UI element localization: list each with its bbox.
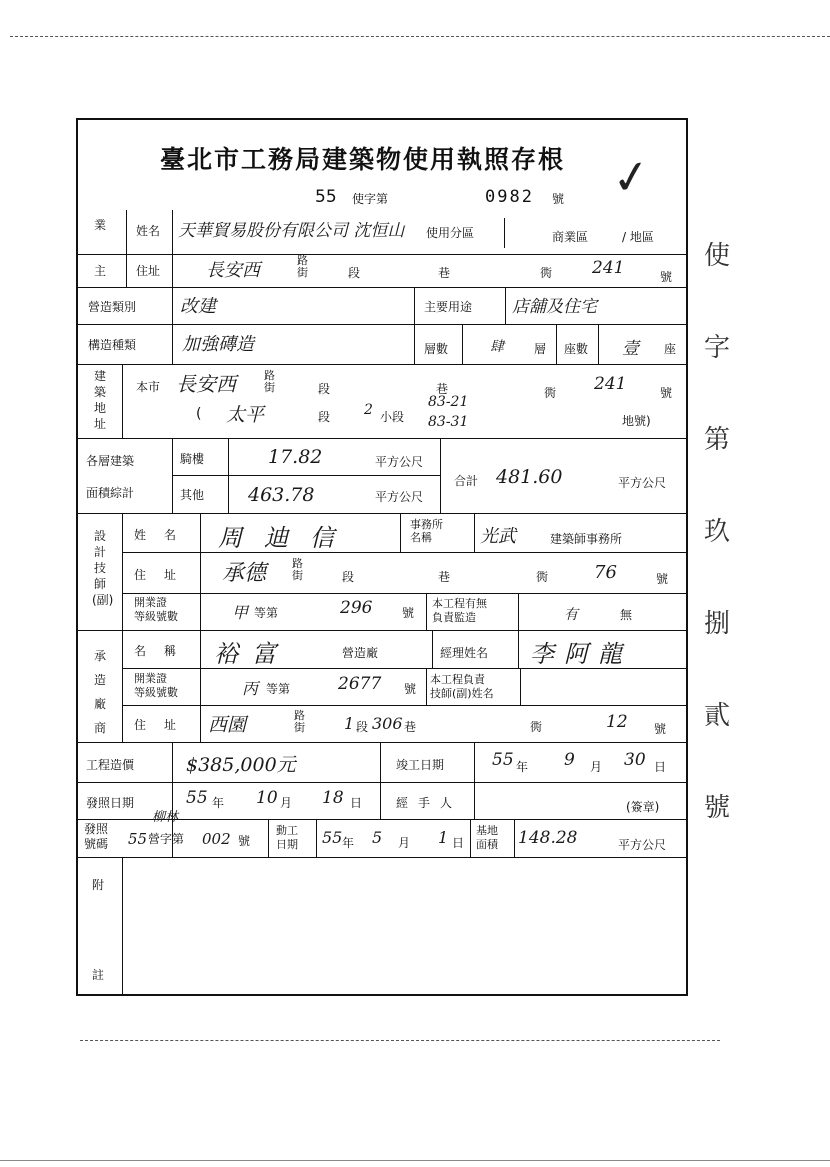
col-divider (505, 287, 506, 324)
page-bottom-line (0, 1160, 830, 1161)
col-divider (172, 287, 173, 364)
issue-year: 55 (186, 788, 208, 808)
issue-month-suffix: 月 (280, 796, 293, 810)
designer-license-grade: 甲 (232, 603, 249, 622)
engineer-label: 本工程負責 技師(副)姓名 (430, 673, 494, 700)
col-divider (122, 857, 123, 996)
remarks-label-1: 附 (92, 878, 105, 892)
building-road-label: 路 街 (264, 369, 275, 394)
col-divider (126, 210, 127, 287)
designer-license-number: 296 (340, 598, 373, 618)
blocks-value: 壹 (622, 339, 639, 359)
contractor-license-grade: 丙 (242, 679, 259, 698)
row-divider (122, 552, 688, 553)
building-alley-label: 衖 (544, 386, 557, 400)
contractor-address-street: 西園 (208, 714, 247, 736)
col-divider (518, 593, 519, 630)
owner-side-label-2: 主 (94, 264, 107, 278)
col-divider (122, 364, 123, 438)
issue-day: 18 (322, 788, 344, 808)
col-divider (474, 513, 475, 552)
designer-lane-label: 巷 (438, 570, 451, 584)
cost-value: $385,000元 (186, 754, 296, 776)
area-label-2: 面積綜計 (86, 486, 135, 500)
license-form (76, 118, 688, 996)
col-divider (520, 668, 521, 705)
col-divider (414, 324, 415, 364)
designer-address-number: 76 (594, 562, 617, 583)
complete-day: 30 (624, 750, 646, 770)
city-label: 本市 (136, 380, 161, 394)
contractor-alley-label: 衖 (530, 720, 543, 734)
other-unit: 平方公尺 (375, 490, 424, 504)
structure-label: 構造種類 (88, 338, 137, 352)
construction-type-value: 改建 (180, 296, 216, 317)
base-area-label: 基地 面積 (476, 824, 498, 851)
handler-label: 經手人 (396, 796, 463, 810)
margin-char: 貳 (704, 701, 731, 731)
owner-section-label: 段 (348, 266, 361, 280)
lot-label: 地號) (622, 414, 651, 428)
contractor-license-label: 開業證 等級號數 (134, 672, 178, 699)
col-divider (414, 287, 415, 324)
row-divider (76, 513, 688, 514)
floors-value: 肆 (490, 339, 504, 355)
row-divider (76, 742, 688, 743)
row-divider (122, 705, 688, 706)
designer-name-label: 姓名 (134, 528, 195, 542)
building-street: 長安西 (176, 372, 236, 396)
floors-label: 層數 (424, 342, 449, 356)
license-prefix: 使字第 (352, 192, 389, 206)
permit-year: 55 (128, 830, 148, 848)
row-divider (76, 782, 688, 783)
total-value: 481.60 (496, 466, 563, 488)
lot-1: 83-21 (428, 394, 469, 410)
col-divider (470, 819, 471, 857)
owner-road-label: 路 街 (297, 254, 308, 279)
contractor-name-value: 裕富 (214, 640, 290, 668)
structure-value: 加強磚造 (182, 334, 254, 355)
start-day-suffix: 日 (452, 836, 465, 850)
complete-month-suffix: 月 (590, 760, 603, 774)
complete-year: 55 (492, 750, 514, 770)
row-divider (76, 324, 688, 325)
supervise-suffix: 無 (620, 608, 633, 622)
margin-char: 第 (704, 425, 731, 455)
designer-side-label: 設計技師(副) (92, 529, 114, 607)
other-label: 其他 (180, 488, 205, 502)
col-divider (268, 819, 269, 857)
lot-2: 83-31 (428, 414, 469, 430)
top-scan-edge (10, 36, 830, 37)
col-divider (200, 513, 201, 742)
total-unit: 平方公尺 (618, 476, 667, 490)
contractor-license-mid: 等第 (266, 682, 291, 696)
cost-label: 工程造價 (86, 758, 135, 772)
col-divider (462, 324, 463, 364)
page-title: 臺北市工務局建築物使用執照存根 (160, 145, 566, 174)
margin-char: 號 (704, 793, 731, 823)
blocks-suffix: 座 (664, 342, 677, 356)
start-month-suffix: 月 (398, 836, 411, 850)
row-divider (76, 630, 688, 631)
designer-section-label: 段 (342, 570, 355, 584)
margin-char: 字 (704, 333, 731, 363)
issue-date-label: 發照日期 (86, 796, 135, 810)
remarks-label-2: 註 (92, 968, 105, 982)
margin-bleed-text (704, 210, 731, 854)
start-year: 55 (322, 828, 343, 847)
col-divider (432, 630, 433, 668)
contractor-name-label: 名稱 (134, 644, 195, 658)
zone-label: 使用分區 (426, 226, 475, 240)
blocks-label: 座數 (564, 342, 589, 356)
building-number: 241 (594, 374, 627, 394)
check-mark-icon: ✓ (608, 147, 655, 207)
subsection-value: 2 (364, 402, 373, 418)
issue-year-suffix: 年 (212, 796, 225, 810)
permit-prefix: 營字第 (148, 832, 185, 846)
permit-number: 002 (202, 830, 231, 848)
contractor-license-suffix: 號 (404, 682, 417, 696)
col-divider (518, 630, 519, 668)
col-divider (514, 819, 515, 857)
issue-day-suffix: 日 (350, 796, 363, 810)
contractor-address-number: 12 (606, 712, 628, 732)
row-divider (76, 857, 688, 858)
margin-char: 玖 (704, 517, 731, 547)
col-divider (426, 668, 427, 705)
manager-label: 經理姓名 (440, 646, 489, 660)
construction-type-label: 營造類別 (88, 300, 137, 314)
building-lane-label: 巷 (436, 382, 449, 396)
owner-address-number: 241 (592, 258, 625, 278)
col-divider (556, 324, 557, 364)
designer-license-mid: 等第 (254, 606, 279, 620)
area-label-1: 各層建築 (86, 454, 135, 468)
owner-side-label-1: 業 (94, 218, 107, 232)
arcade-value: 17.82 (268, 446, 323, 468)
permit-label: 發照號碼 (84, 822, 109, 851)
building-number-suffix: 號 (660, 386, 673, 400)
designer-address-number-suffix: 號 (656, 572, 669, 586)
contractor-address-section: 1 (344, 714, 355, 733)
license-number: 0982 (485, 187, 534, 207)
start-year-suffix: 年 (342, 836, 355, 850)
office-label: 事務所 名稱 (410, 518, 443, 544)
row-divider (76, 287, 688, 288)
contractor-address-label: 住址 (134, 718, 195, 732)
col-divider (122, 513, 123, 742)
designer-address-label: 住址 (134, 568, 195, 582)
start-day: 1 (438, 828, 449, 847)
supervise-label: 本工程有無 負責監造 (432, 597, 487, 624)
complete-month: 9 (564, 750, 575, 770)
base-area-value: 148.28 (518, 828, 578, 848)
complete-date-label: 竣工日期 (396, 758, 445, 772)
designer-license-suffix: 號 (402, 606, 415, 620)
contractor-address-number-suffix: 號 (654, 722, 667, 736)
floors-suffix: 層 (534, 342, 547, 356)
bottom-scan-edge (80, 1040, 720, 1041)
col-divider (172, 438, 173, 513)
license-year: 55 (315, 187, 337, 207)
col-divider (380, 742, 381, 819)
owner-address-number-suffix: 號 (660, 270, 673, 284)
col-divider (400, 513, 401, 552)
row-divider (122, 593, 688, 594)
col-divider (474, 742, 475, 819)
permit-suffix: 號 (238, 834, 251, 848)
sign-label: (簽章) (626, 800, 660, 814)
designer-address-street: 承德 (222, 561, 267, 586)
designer-road-label: 路 街 (292, 557, 303, 582)
district-section-label: 段 (318, 410, 331, 424)
other-value: 463.78 (248, 484, 315, 506)
start-month: 5 (372, 828, 383, 847)
contractor-side-label: 承造廠商 (93, 649, 106, 735)
manager-value: 李阿龍 (530, 640, 632, 668)
row-divider (76, 438, 688, 439)
zone-suffix: / 地區 (622, 230, 654, 244)
col-divider (426, 593, 427, 630)
col-divider (172, 210, 173, 287)
base-area-unit: 平方公尺 (618, 838, 667, 852)
owner-name-label: 姓名 (136, 224, 161, 238)
permit-note: 柳林 (152, 810, 179, 825)
row-divider (76, 254, 688, 255)
complete-year-suffix: 年 (516, 760, 529, 774)
contractor-lane-label: 巷 (404, 720, 417, 734)
col-divider (440, 438, 441, 513)
contractor-address-lane: 306 (372, 714, 403, 733)
designer-license-label: 開業證 等級號數 (134, 596, 178, 623)
arcade-label: 騎樓 (180, 452, 205, 466)
owner-address-street: 長安西 (206, 260, 260, 281)
owner-name-value: 天華貿易股份有限公司 沈恒山 (178, 221, 405, 241)
main-use-label: 主要用途 (424, 300, 473, 314)
paren-open: ( (196, 406, 202, 422)
office-suffix: 建築師事務所 (550, 532, 623, 546)
district-value: 太平 (226, 404, 265, 426)
col-divider (504, 218, 505, 248)
designer-name-value: 周迪信 (218, 524, 356, 552)
owner-address-label: 住址 (136, 264, 161, 278)
license-suffix: 號 (552, 192, 565, 206)
arcade-unit: 平方公尺 (375, 455, 424, 469)
building-address-side-label: 建築地址 (93, 369, 106, 431)
contractor-road-label: 路 街 (294, 709, 305, 734)
office-value: 光武 (480, 526, 516, 547)
main-use-value: 店舖及住宅 (512, 297, 597, 317)
contractor-name-suffix: 營造廠 (342, 646, 379, 660)
total-label: 合計 (454, 474, 479, 488)
contractor-license-number: 2677 (338, 674, 382, 694)
subsection-label: 小段 (380, 410, 405, 424)
col-divider (316, 819, 317, 857)
supervise-value: 有 (564, 607, 578, 623)
contractor-section-label: 段 (356, 720, 369, 734)
col-divider (228, 438, 229, 513)
col-divider (598, 324, 599, 364)
start-date-label: 動工 日期 (276, 824, 298, 851)
complete-day-suffix: 日 (654, 760, 667, 774)
row-divider (172, 475, 440, 476)
margin-char: 捌 (704, 609, 731, 639)
margin-char: 使 (704, 241, 731, 271)
issue-month: 10 (256, 788, 278, 808)
owner-alley-label: 衖 (540, 266, 553, 280)
zone-value: 商業區 (552, 230, 589, 244)
designer-alley-label: 衖 (536, 570, 549, 584)
building-section-label: 段 (318, 382, 331, 396)
owner-lane-label: 巷 (438, 266, 451, 280)
row-divider (76, 364, 688, 365)
